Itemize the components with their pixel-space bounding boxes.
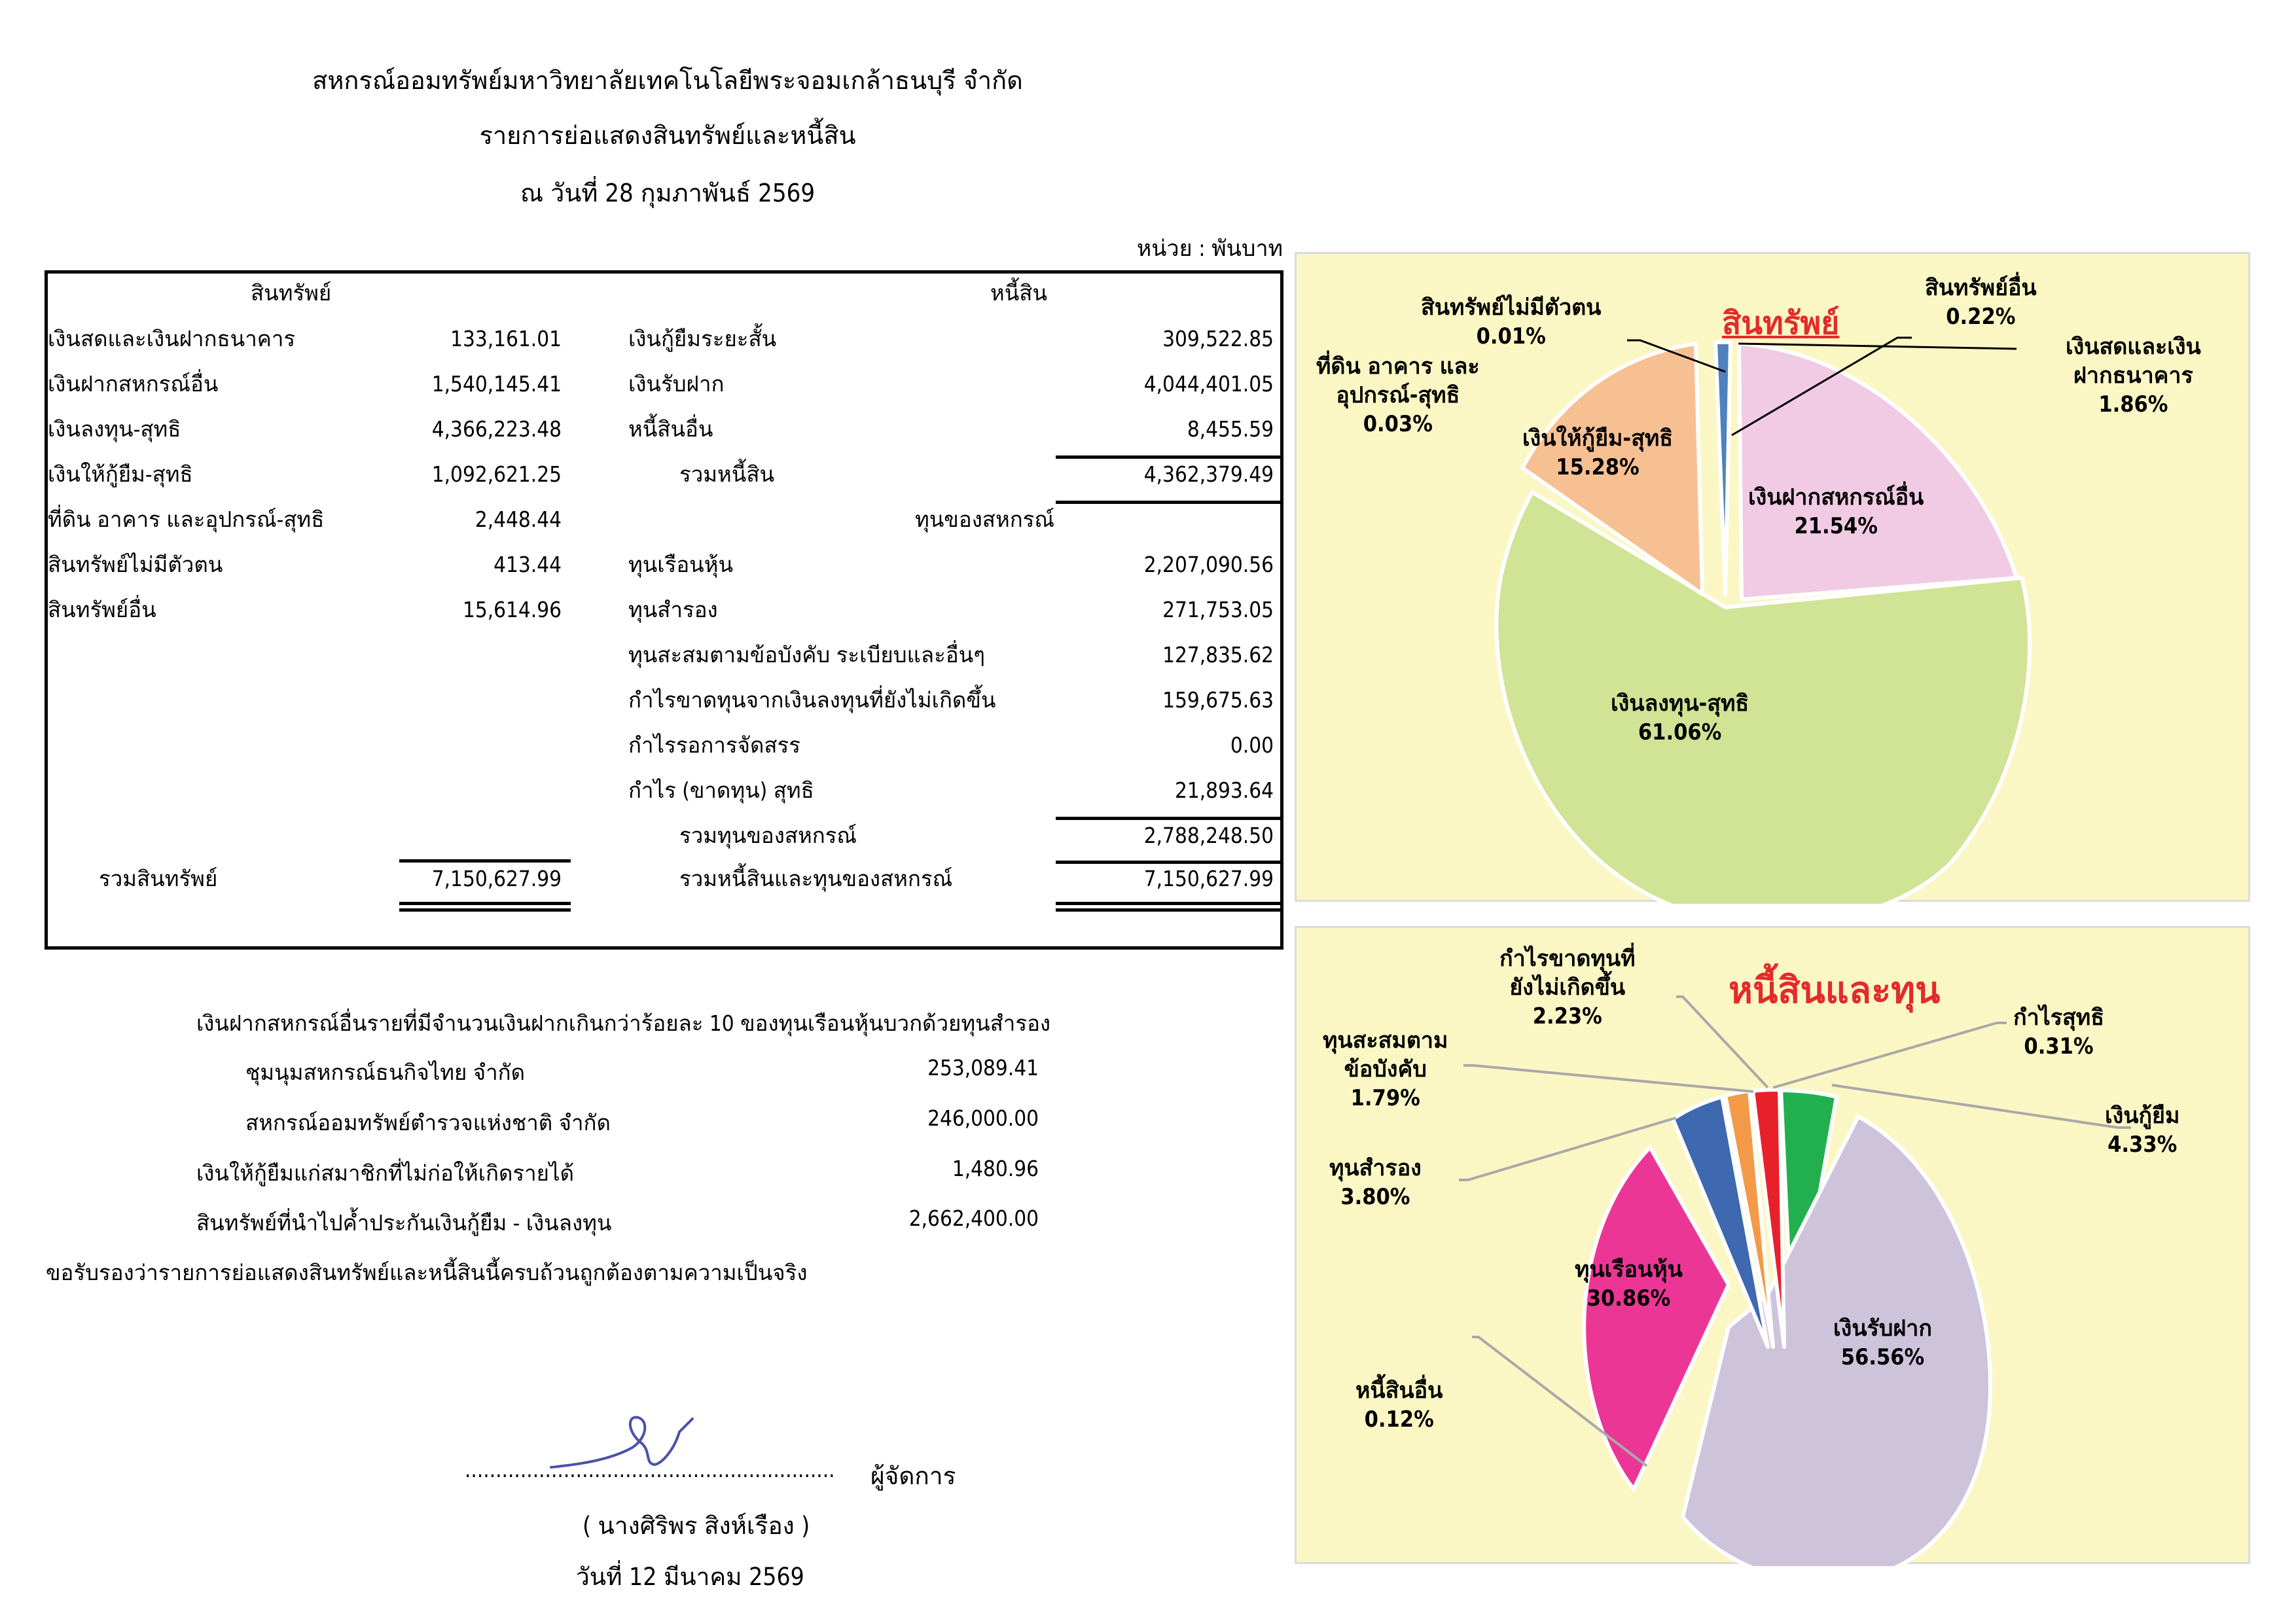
grand-total-rule-double-2 — [1056, 908, 1283, 912]
equity-value: 159,675.63 — [1162, 687, 1274, 713]
label-net-profit-pct: 0.31% — [2024, 1033, 2094, 1060]
assets-chart-title: สินทรัพย์ — [1722, 305, 1840, 342]
liability-value: 8,455.59 — [1187, 416, 1274, 442]
total-assets-rule-double-1 — [399, 902, 571, 905]
grand-total-rule-top — [1056, 861, 1283, 864]
non-performing-value: 1,480.96 — [952, 1156, 1039, 1181]
asset-label: ที่ดิน อาคาร และอุปกรณ์-สุทธิ — [48, 507, 325, 532]
label-other-assets-name: สินทรัพย์อื่น — [1925, 275, 2037, 301]
equity-label: ทุนสะสมตามข้อบังคับ ระเบียบและอื่นๆ — [628, 642, 985, 668]
grand-total-rule-double-1 — [1056, 902, 1283, 905]
total-equity-value: 2,788,248.50 — [1143, 823, 1274, 848]
label-cash-name-1: เงินสดและเงิน — [2066, 334, 2201, 360]
equity-label: กำไร (ขาดทุน) สุทธิ — [628, 777, 814, 803]
asset-label: เงินฝากสหกรณ์อื่น — [48, 371, 219, 397]
label-loans-pct: 15.28% — [1556, 454, 1640, 480]
liability-label: หนี้สินอื่น — [628, 416, 713, 442]
as-of-date: ณ วันที่ 28 กุมภาพันธ์ 2569 — [520, 179, 816, 207]
total-liabilities-rule-top — [1056, 455, 1283, 459]
label-unrealized-name-1: กำไรขาดทุนที่ — [1499, 946, 1636, 972]
total-assets-label: รวมสินทรัพย์ — [99, 866, 218, 891]
total-assets-rule-top — [399, 859, 571, 863]
total-liabilities-value: 4,362,379.49 — [1143, 461, 1274, 487]
label-cash-name-2: ฝากธนาคาร — [2073, 363, 2193, 389]
equity-heading: ทุนของสหกรณ์ — [915, 507, 1055, 532]
label-reserve-pct: 3.80% — [1340, 1184, 1410, 1210]
grand-total-value: 7,150,627.99 — [1143, 866, 1274, 891]
slice-coop-deposit — [1739, 344, 2017, 599]
liability-label: เงินกู้ยืมระยะสั้น — [628, 326, 777, 351]
equity-label: กำไรรอการจัดสรร — [628, 732, 800, 758]
total-equity-label: รวมทุนของสหกรณ์ — [679, 823, 857, 848]
label-other-assets — [1925, 274, 2037, 331]
asset-value: 15,614.96 — [462, 597, 562, 622]
liabilities-chart-title: หนี้สินและทุน — [1729, 969, 1941, 1012]
label-accumulated-name-2: ข้อบังคับ — [1344, 1056, 1427, 1082]
liability-value: 4,044,401.05 — [1143, 371, 1274, 397]
label-accumulated-name-1: ทุนสะสมตาม — [1323, 1027, 1448, 1054]
asset-label: เงินลงทุน-สุทธิ — [48, 416, 181, 442]
label-deposits — [1833, 1314, 1932, 1372]
label-deposits-name: เงินรับฝาก — [1833, 1315, 1932, 1342]
assets-pie-chart — [1295, 252, 2250, 902]
balance-sheet-table — [45, 270, 1283, 950]
label-land — [1316, 352, 1480, 438]
equity-label: ทุนเรือนหุ้น — [628, 552, 734, 577]
asset-value: 1,092,621.25 — [431, 461, 562, 487]
label-investments — [1611, 689, 1749, 747]
asset-value: 133,161.01 — [450, 326, 562, 351]
signature-date: วันที่ 12 มีนาคม 2569 — [576, 1563, 804, 1591]
label-coop-deposit — [1748, 483, 1924, 541]
label-loans — [1522, 424, 1673, 482]
equity-label: กำไรขาดทุนจากเงินลงทุนที่ยังไม่เกิดขึ้น — [628, 687, 996, 713]
signatory-name: ( นางศิริพร สิงห์เรือง ) — [583, 1512, 810, 1540]
asset-label: เงินให้กู้ยืม-สุทธิ — [48, 461, 193, 487]
unit-label: หน่วย : พันบาท — [1136, 236, 1283, 262]
slice-cash — [1715, 342, 1731, 594]
asset-value: 1,540,145.41 — [431, 371, 562, 397]
total-assets-rule-double-2 — [399, 908, 571, 912]
label-borrowings — [2105, 1101, 2179, 1159]
liability-value: 309,522.85 — [1162, 326, 1274, 351]
total-liabilities-label: รวมหนี้สิน — [679, 461, 775, 487]
label-accumulated-pct: 1.79% — [1350, 1085, 1420, 1111]
label-reserve — [1329, 1154, 1422, 1211]
label-net-profit-name: กำไรสุทธิ — [2013, 1005, 2104, 1031]
signature-role: ผู้จัดการ — [870, 1462, 956, 1490]
asset-value: 4,366,223.48 — [431, 416, 562, 442]
label-coop-deposit-name: เงินฝากสหกรณ์อื่น — [1748, 484, 1924, 510]
deposit-heading: เงินฝากสหกรณ์อื่นรายที่มีจำนวนเงินฝากเกินกว่าร้อยละ 10 ของทุนเรือนหุ้นบวกด้วยทุนสำรอง — [196, 1010, 1050, 1036]
label-unrealized-name-2: ยังไม่เกิดขึ้น — [1509, 974, 1626, 1001]
deposit-label: สหกรณ์ออมทรัพย์ตำรวจแห่งชาติ จำกัด — [245, 1110, 611, 1135]
label-investments-pct: 61.06% — [1638, 719, 1722, 745]
pledged-value: 2,662,400.00 — [908, 1205, 1039, 1231]
label-other-assets-pct: 0.22% — [1946, 304, 2016, 330]
liability-label: เงินรับฝาก — [628, 371, 725, 397]
label-land-pct: 0.03% — [1363, 411, 1433, 437]
liabilities-pie-svg — [1297, 928, 2252, 1566]
pledged-label: สินทรัพย์ที่นำไปค้ำประกันเงินกู้ยืม - เงินลงทุน — [196, 1210, 612, 1236]
liabilities-equity-pie-chart — [1295, 926, 2250, 1564]
asset-label: สินทรัพย์ไม่มีตัวตน — [48, 552, 223, 577]
asset-value: 2,448.44 — [475, 507, 562, 532]
equity-value: 127,835.62 — [1162, 642, 1274, 668]
label-land-name-1: ที่ดิน อาคาร และ — [1316, 353, 1480, 380]
label-share-capital-name: ทุนเรือนหุ้น — [1575, 1257, 1683, 1283]
label-net-profit — [2013, 1003, 2104, 1061]
equity-value: 271,753.05 — [1162, 597, 1274, 622]
equity-value: 2,207,090.56 — [1143, 552, 1274, 577]
label-land-name-2: อุปกรณ์-สุทธิ — [1336, 382, 1460, 408]
deposit-value: 246,000.00 — [927, 1105, 1039, 1131]
equity-label: ทุนสำรอง — [628, 597, 718, 622]
label-borrowings-pct: 4.33% — [2108, 1132, 2178, 1158]
org-name: สหกรณ์ออมทรัพย์มหาวิทยาลัยเทคโนโลยีพระจอมเกล้าธนบุรี จำกัด — [312, 66, 1023, 95]
total-assets-value: 7,150,627.99 — [431, 866, 562, 891]
label-intangible — [1421, 293, 1601, 351]
label-unrealized-pct: 2.23% — [1532, 1003, 1602, 1029]
label-share-capital-pct: 30.86% — [1587, 1285, 1671, 1311]
label-other-liabilities-name: หนี้สินอื่น — [1355, 1378, 1443, 1404]
label-reserve-name: ทุนสำรอง — [1329, 1155, 1422, 1181]
label-cash — [2066, 332, 2201, 419]
label-share-capital — [1575, 1255, 1683, 1313]
label-borrowings-name: เงินกู้ยืม — [2105, 1103, 2180, 1129]
signature-line: ............................................................ — [465, 1457, 835, 1482]
label-coop-deposit-pct: 21.54% — [1794, 513, 1878, 539]
label-intangible-name: สินทรัพย์ไม่มีตัวตน — [1421, 294, 1602, 321]
label-intangible-pct: 0.01% — [1476, 323, 1546, 349]
non-performing-label: เงินให้กู้ยืมแก่สมาชิกที่ไม่ก่อให้เกิดรายได้ — [196, 1160, 575, 1186]
label-deposits-pct: 56.56% — [1840, 1344, 1925, 1370]
equity-value: 21,893.64 — [1174, 777, 1274, 803]
label-other-liabilities — [1355, 1376, 1443, 1434]
report-title: รายการย่อแสดงสินทรัพย์และหนี้สิน — [479, 121, 856, 150]
assets-heading: สินทรัพย์ — [251, 280, 332, 306]
label-loans-name: เงินให้กู้ยืม-สุทธิ — [1522, 425, 1674, 452]
label-other-liabilities-pct: 0.12% — [1364, 1406, 1434, 1433]
label-investments-name: เงินลงทุน-สุทธิ — [1611, 690, 1749, 717]
certification-text: ขอรับรองว่ารายการย่อแสดงสินทรัพย์และหนี้สินนี้ครบถ้วนถูกต้องตามความเป็นจริง — [46, 1260, 808, 1285]
liabilities-heading: หนี้สิน — [990, 280, 1048, 306]
grand-total-label: รวมหนี้สินและทุนของสหกรณ์ — [679, 866, 953, 891]
label-cash-pct: 1.86% — [2098, 391, 2168, 418]
asset-value: 413.44 — [493, 552, 562, 577]
total-equity-rule-top — [1056, 817, 1283, 820]
label-accumulated — [1323, 1026, 1448, 1113]
label-unrealized — [1499, 944, 1636, 1031]
total-liabilities-rule-bottom — [1056, 501, 1283, 504]
deposit-value: 253,089.41 — [927, 1055, 1039, 1080]
asset-label: สินทรัพย์อื่น — [48, 597, 156, 622]
deposit-label: ชุมนุมสหกรณ์ธนกิจไทย จำกัด — [245, 1060, 526, 1085]
equity-value: 0.00 — [1230, 732, 1274, 758]
asset-label: เงินสดและเงินฝากธนาคาร — [48, 326, 296, 351]
